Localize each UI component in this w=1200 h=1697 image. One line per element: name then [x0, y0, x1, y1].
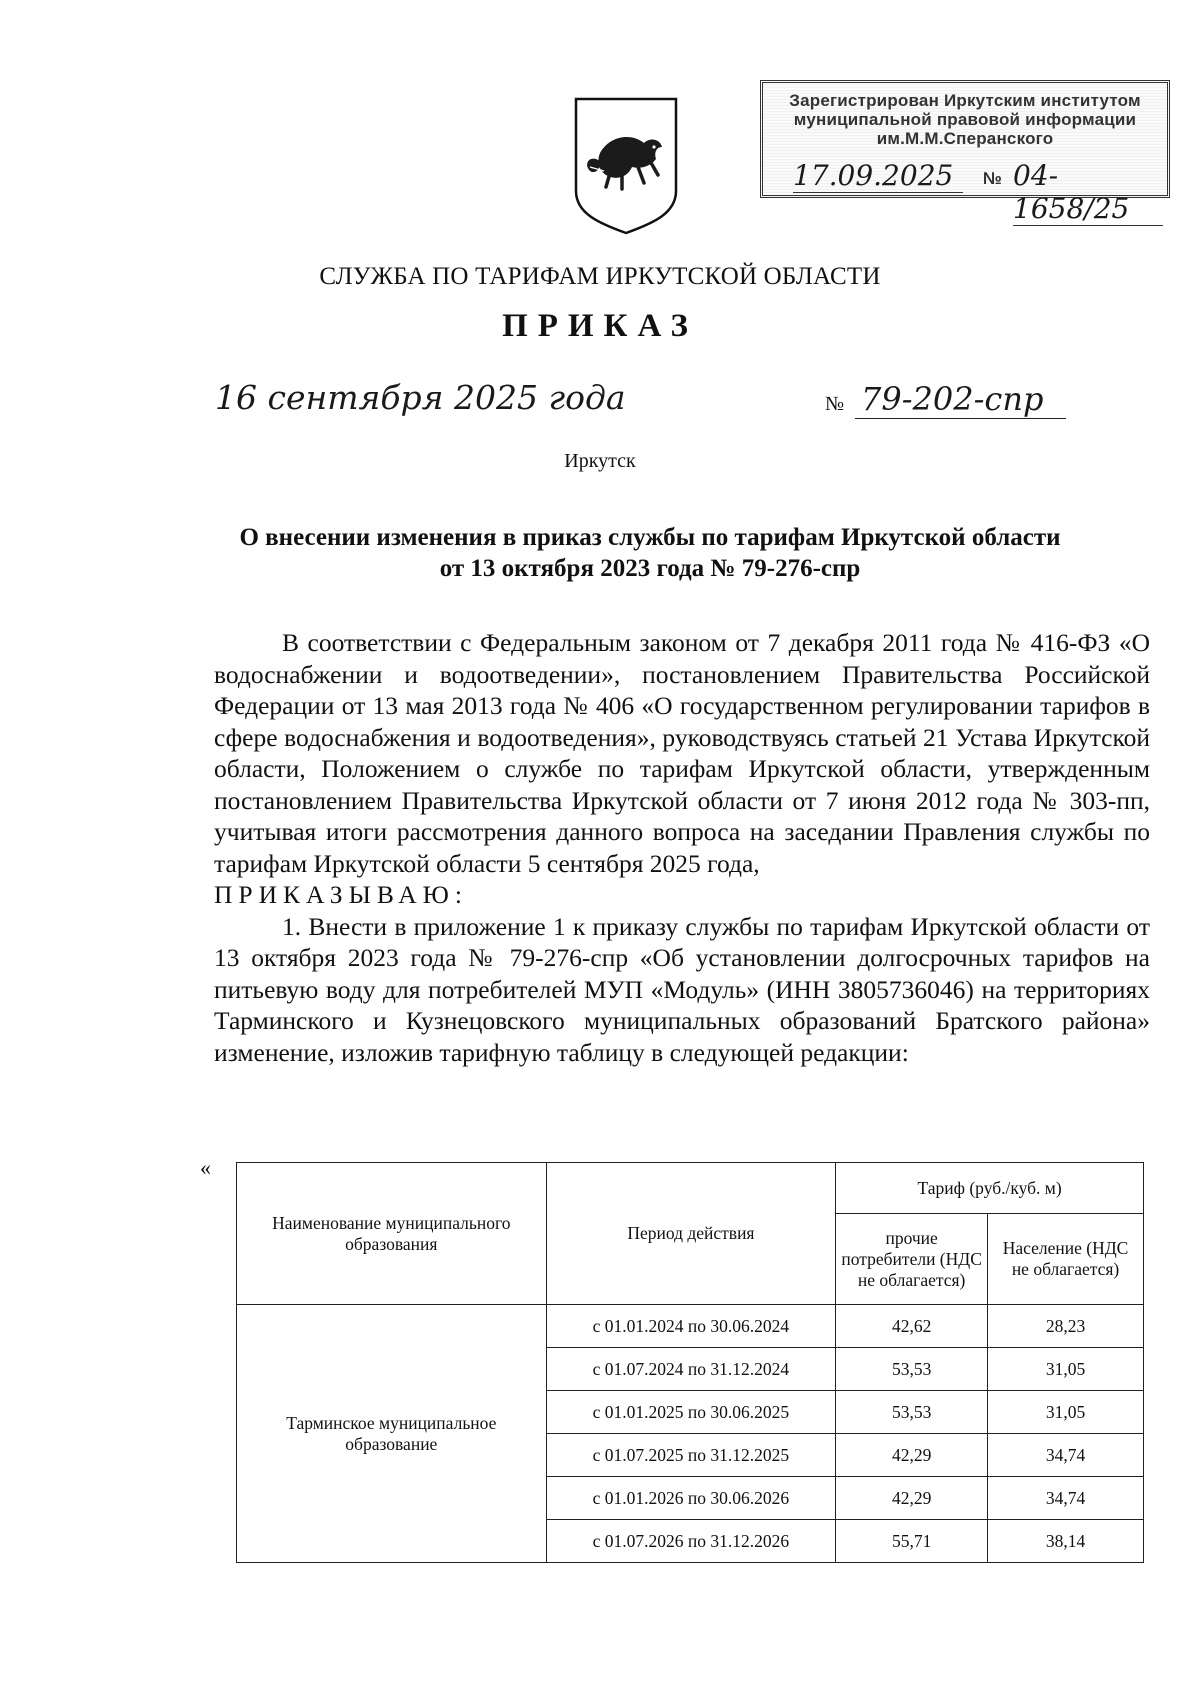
period-cell: с 01.01.2025 по 30.06.2025	[546, 1391, 836, 1434]
paragraph-preamble: В соответствии с Федеральным законом от 7 декабря 2011 года № 416-ФЗ «О водоснабжении и водоотведении», постановлением Правительства Российской Федерации от 13 мая 2013 года № 406 «О государственном регулировании тарифов в сфере водоснабжения и водоотведения», руководствуясь статьей 21 Устава Иркутской области, Положением о службе по тарифам Иркутской области, утвержденным постановлением Правительства Иркутской области от 7 июня 2012 года № 303-пп, учитывая итоги рассмотрения данного вопроса на заседании Правления службы по тарифам Иркутской области 5 сентября 2025 года,	[214, 628, 1150, 878]
other-tariff-cell: 53,53	[836, 1348, 988, 1391]
table-row	[237, 1305, 1144, 1348]
header-tariff-group: Тариф (руб./куб. м)	[836, 1163, 1144, 1214]
period-cell: с 01.07.2025 по 31.12.2025	[546, 1434, 836, 1477]
header-population: Население (НДС не облагается)	[988, 1214, 1144, 1305]
header-other-consumers: прочие потребители (НДС не облагается)	[836, 1214, 988, 1305]
period-cell: с 01.01.2026 по 30.06.2026	[546, 1477, 836, 1520]
order-subject	[180, 522, 1120, 584]
period-cell: с 01.07.2026 по 31.12.2026	[546, 1520, 836, 1563]
registration-stamp	[760, 80, 1170, 225]
population-tariff-cell: 34,74	[988, 1434, 1144, 1477]
paragraph-item-1: 1. Внести в приложение 1 к приказу службы по тарифам Иркутской области от 13 октября 2023 года № 79-276-спр «Об установлении долгосрочных тарифов на питьевую воду для потребителей МУП «Модуль» (ИНН 3805736046) на территориях Тарминского и Кузнецовского муниципальных образований Братского района» изменение, изложив тарифную таблицу в следующей редакции:	[214, 911, 1150, 1067]
period-cell: с 01.01.2024 по 30.06.2024	[546, 1305, 836, 1348]
other-tariff-cell: 42,29	[836, 1434, 988, 1477]
stamp-line-1: Зарегистрирован Иркутским институтом	[789, 91, 1141, 110]
header-period: Период действия	[546, 1163, 836, 1305]
population-tariff-cell: 31,05	[988, 1348, 1144, 1391]
population-tariff-cell: 34,74	[988, 1477, 1144, 1520]
header-municipality: Наименование муниципального образования	[237, 1163, 547, 1305]
stamp-line-3: им.М.М.Сперанского	[876, 129, 1054, 148]
tariff-table	[236, 1162, 1144, 1563]
stamp-registration-date: 17.09.2025	[793, 159, 963, 193]
open-quote: «	[200, 1155, 211, 1180]
stamp-number-mark: №	[983, 169, 1002, 188]
order-number-mark: №	[825, 393, 845, 415]
stamp-registration-number: 04-1658/25	[1013, 159, 1163, 226]
agency-name: СЛУЖБА ПО ТАРИФАМ ИРКУТСКОЙ ОБЛАСТИ	[319, 263, 881, 290]
period-cell: с 01.07.2024 по 31.12.2024	[546, 1348, 836, 1391]
stamp-line-2: муниципальной правовой информации	[793, 110, 1137, 129]
order-date: 16 сентября 2025 года	[215, 378, 626, 417]
population-tariff-cell: 28,23	[988, 1305, 1144, 1348]
other-tariff-cell: 53,53	[836, 1391, 988, 1434]
document-type: ПРИКАЗ	[502, 308, 698, 344]
other-tariff-cell: 42,62	[836, 1305, 988, 1348]
municipality-cell: Тарминское муниципальное образование	[237, 1305, 547, 1563]
population-tariff-cell: 31,05	[988, 1391, 1144, 1434]
subject-line-2: от 13 октября 2023 года № 79-276-спр	[439, 555, 861, 582]
order-word: ПРИКАЗЫВАЮ:	[214, 880, 468, 909]
city: Иркутск	[564, 450, 636, 472]
other-tariff-cell: 55,71	[836, 1520, 988, 1563]
other-tariff-cell: 42,29	[836, 1477, 988, 1520]
order-body	[214, 627, 1150, 1068]
coat-of-arms-icon	[570, 95, 682, 237]
population-tariff-cell: 38,14	[988, 1520, 1144, 1563]
order-number: 79-202-спр	[855, 380, 1066, 419]
subject-line-1: О внесении изменения в приказ службы по тарифам Иркутской области	[239, 524, 1061, 551]
